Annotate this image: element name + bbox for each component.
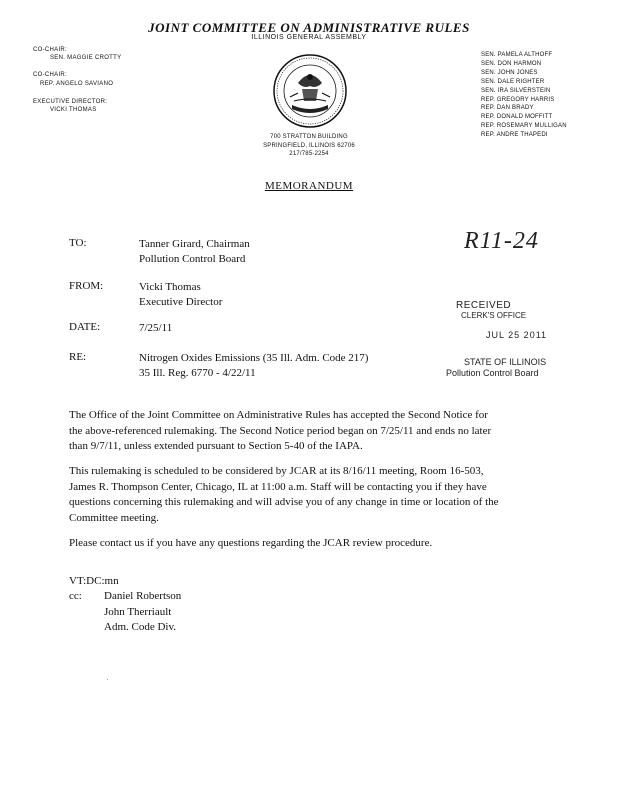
co-chair-name-2: REP. ANGELO SAVIANO (40, 81, 114, 87)
to-label: TO: (69, 237, 87, 249)
from-label: FROM: (69, 280, 104, 292)
re-label: RE: (69, 351, 87, 363)
re-line-2: 35 Ill. Reg. 6770 - 4/22/11 (139, 367, 256, 379)
cc-recipient-3: Adm. Code Div. (104, 621, 177, 633)
stamp-board: Pollution Control Board (446, 368, 539, 378)
scan-speck: . (107, 676, 109, 682)
member-7: REP. DAN BRADY (481, 105, 534, 112)
body-paragraph-1 (69, 408, 569, 455)
stamp-received: RECEIVED (456, 300, 512, 311)
executive-director-label: EXECUTIVE DIRECTOR: (33, 99, 108, 105)
committee-members (481, 51, 567, 140)
paragraph-3-line-1: Please contact us if you have any questions regarding the JCAR review procedure. (69, 537, 433, 549)
member-9: REP. ROSEMARY MULLIGAN (481, 123, 567, 130)
date-label: DATE: (69, 321, 101, 333)
body-paragraph-2 (69, 464, 569, 526)
from-line-1: Vicki Thomas (139, 281, 201, 293)
member-5: SEN. IRA SILVERSTEIN (481, 87, 551, 94)
member-10: REP. ANDRE THAPEDI (481, 132, 548, 139)
from-value (139, 280, 222, 310)
address-line-1: 700 STRATTON BUILDING (270, 134, 348, 140)
cc-recipient-1: Daniel Robertson (104, 590, 182, 602)
paragraph-2-line-4: Committee meeting. (69, 511, 159, 524)
date-value: 7/25/11 (139, 322, 173, 334)
typist-initials: VT:DC:mn (69, 575, 119, 587)
member-3: SEN. JOHN JONES (481, 69, 538, 76)
illinois-seal-icon (272, 53, 348, 129)
paragraph-2-line-2: James R. Thompson Center, Chicago, IL at 11:00 a.m. Staff will be contacting you if they have (69, 480, 487, 493)
member-6: REP. GREGORY HARRIS (481, 96, 555, 103)
stamp-state: STATE OF ILLINOIS (464, 357, 547, 367)
letterhead-assembly: ILLINOIS GENERAL ASSEMBLY (251, 34, 367, 41)
re-value (139, 351, 368, 381)
paragraph-2-line-3: questions concerning this rulemaking and will advise you of any change in time or location of the (69, 496, 499, 508)
re-line-1: Nitrogen Oxides Emissions (35 Ill. Adm. Code 217) (139, 352, 369, 364)
co-chair-name-1: SEN. MAGGIE CROTTY (50, 55, 122, 61)
address-line-3: 217/785-2254 (289, 151, 329, 157)
member-2: SEN. DON HARMON (481, 60, 542, 67)
body-paragraph-3 (69, 536, 569, 552)
executive-director-name: VICKI THOMAS (50, 107, 97, 113)
address-line-2: SPRINGFIELD, ILLINOIS 62706 (263, 143, 355, 149)
stamp-office: CLERK'S OFFICE (461, 311, 527, 320)
member-4: SEN. DALE RIGHTER (481, 78, 545, 85)
letterhead-title: JOINT COMMITTEE ON ADMINISTRATIVE RULES (148, 20, 470, 35)
paragraph-1-line-2: the above-referenced rulemaking. The Second Notice period began on 7/25/11 and ends no later (69, 424, 492, 437)
to-value (139, 237, 250, 267)
stamp-date: JUL 25 2011 (486, 330, 548, 340)
handwritten-docket-number: R11-24 (464, 228, 539, 254)
paragraph-1-line-1: The Office of the Joint Committee on Administrative Rules has accepted the Second Notice for (69, 409, 488, 421)
cc-label: cc: (69, 590, 82, 602)
to-line-2: Pollution Control Board (139, 253, 246, 265)
to-line-1: Tanner Girard, Chairman (139, 238, 250, 250)
paragraph-2-line-1: This rulemaking is scheduled to be considered by JCAR at its 8/16/11 meeting, Room 16-503, (69, 465, 484, 477)
co-chair-label-1: CO-CHAIR: (33, 47, 68, 53)
from-line-2: Executive Director (139, 296, 223, 308)
cc-recipient-2: John Therriault (104, 606, 172, 618)
member-1: SEN. PAMELA ALTHOFF (481, 52, 553, 58)
memo-heading: MEMORANDUM (264, 180, 354, 192)
paragraph-1-line-3: than 9/7/11, unless extended pursuant to Section 5-40 of the IAPA. (69, 440, 363, 452)
member-8: REP. DONALD MOFFITT (481, 114, 553, 121)
co-chair-label-2: CO-CHAIR: (33, 72, 68, 78)
